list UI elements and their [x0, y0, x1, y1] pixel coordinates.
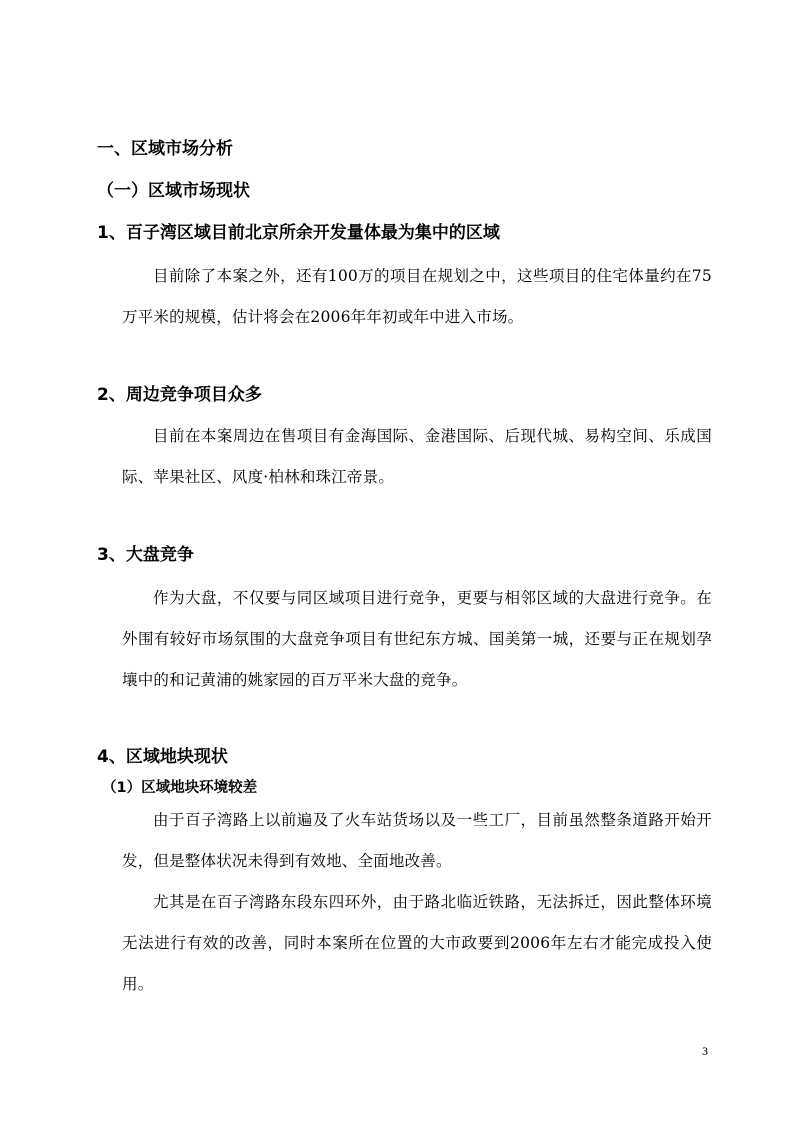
point-3-paragraph: 作为大盘，不仅要与同区域项目进行竞争，更要与相邻区域的大盘进行竞争。在外围有较好市场氛围的大盘竞争项目有世纪东方城、国美第一城，还要与正在规划孕壤中的和记黄浦的姚家园的百万平米大盘的竞争。: [122, 589, 712, 689]
point-1-paragraph: 目前除了本案之外，还有100万的项目在规划之中，这些项目的住宅体量约在75万平米的规模，估计将会在2006年年初或年中进入市场。: [122, 267, 712, 326]
point-4-title: 4、区域地块现状: [97, 747, 228, 767]
point-2-title: 2、周边竞争项目众多: [97, 385, 262, 405]
point-1-title: 1、百子湾区域目前北京所余开发量体最为集中的区域: [97, 223, 500, 243]
subsection-heading: （一）区域市场现状: [97, 181, 250, 201]
section-heading: 一、区域市场分析: [97, 139, 233, 159]
point-4-paragraph-2: 尤其是在百子湾路东段东四环外，由于路北临近铁路，无法拆迁，因此整体环境无法进行有效的改善，同时本案所在位置的大市政要到2006年左右才能完成投入使用。: [122, 893, 712, 993]
point-2-paragraph: 目前在本案周边在售项目有金海国际、金港国际、后现代城、易构空间、乐成国际、苹果社区、风度·柏林和珠江帝景。: [122, 427, 712, 486]
page-number: 3: [702, 1044, 708, 1058]
point-4-paragraph-1: 由于百子湾路上以前遍及了火车站货场以及一些工厂，目前虽然整条道路开始开发，但是整体状况未得到有效地、全面地改善。: [122, 811, 712, 870]
point-3-title: 3、大盘竞争: [97, 545, 194, 565]
point-4-subtitle: （1）区域地块环境较差: [102, 780, 258, 796]
